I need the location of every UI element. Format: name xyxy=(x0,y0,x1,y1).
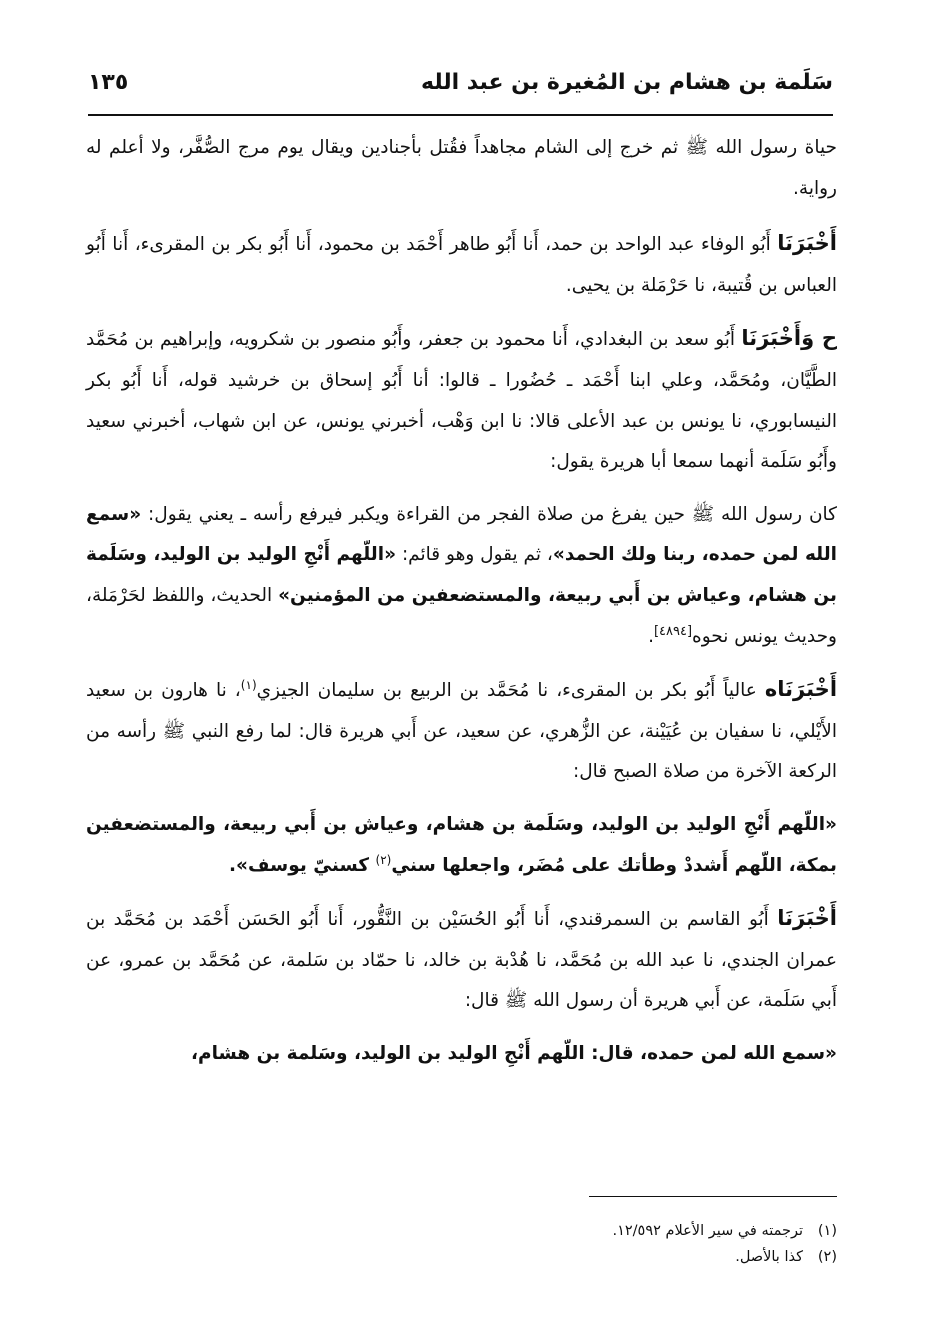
text-segment: «سمع الله لمن حمده، قال: اللّهم أَنْجِ الوليد بن الوليد، وسَلمة بن هشام، xyxy=(190,1042,837,1064)
text-segment: . xyxy=(648,625,654,647)
text-segment: أَخْبَرَنَاه xyxy=(764,677,838,702)
text-segment: كان رسول الله ﷺ حين يفرغ من صلاة الفجر من القراءة ويكبر فيرفع رأسه ـ يعني يقول: xyxy=(141,503,837,525)
text-segment: كسنيّ يوسف». xyxy=(229,854,376,876)
page-number: ١٣٥ xyxy=(88,70,129,95)
main-text xyxy=(86,128,837,1086)
text-segment: أَبُو الوفاء عبد الواحد بن حمد، أَنا أَبُو طاهر أَحْمَد بن محمود، أَنا أَبُو بكر بن المقرىء، أَنا أَبُو العباس بن قُتيبة، نا حَرْمَلة بن يحيى. xyxy=(86,234,837,296)
text-segment: «اللّهم أَنْجِ الوليد بن الوليد، وسَلَمة بن هشام، وعياش بن أَبي ربيعة، والمستضعفين من المؤمنين» xyxy=(86,544,837,606)
footnote xyxy=(300,1244,837,1270)
paragraph xyxy=(86,318,837,482)
paragraph xyxy=(86,805,837,886)
running-title: سَلَمة بن هشام بن المُغيرة بن عبد الله xyxy=(421,70,833,95)
paragraph xyxy=(86,495,837,657)
footnote-marker: (٢) xyxy=(375,852,392,867)
page-header xyxy=(88,70,833,110)
text-segment: ح وَأَخْبَرَنَا xyxy=(741,326,837,351)
text-segment: الحديث، واللفظ لحَرْمَلة، وحديث يونس نحوه xyxy=(86,584,837,647)
footnote-text: ترجمته في سير الأعلام ١٢/٥٩٢. xyxy=(612,1223,803,1239)
text-segment: حياة رسول الله ﷺ ثم خرج إلى الشام مجاهداً فقُتل بأجنادين ويقال يوم مرج الصُّفَّر، ولا أعلم له رواية. xyxy=(86,137,837,199)
paragraph xyxy=(86,128,837,209)
paragraph xyxy=(86,669,837,793)
footnotes xyxy=(300,1218,837,1270)
footnote-number: (٢) xyxy=(817,1249,837,1265)
paragraph xyxy=(86,898,837,1022)
text-segment: أَبُو القاسم بن السمرقندي، أَنا أَبُو الحُسَيْن بن النَّقُّور، أَنا أَبُو الحَسَن أَحْمَد بن مُحَمَّد بن عمران الجندي، نا عبد الله بن مُحَمَّد، نا هُدْبة بن خالد، نا حمّاد بن سَلمة، عن مُحَمَّد بن عمرو، عن أَبي سَلَمة، عن أَبي هريرة أن رسول الله ﷺ قال: xyxy=(86,909,837,1012)
text-segment: عالياً أَبُو بكر بن المقرىء، نا مُحَمَّد بن الربيع بن سليمان الجيزي xyxy=(256,680,765,702)
footnote-marker: (١) xyxy=(240,677,257,692)
hadith-number: [٤٨٩٤] xyxy=(653,623,693,639)
text-segment: أَخْبَرَنَا xyxy=(777,906,837,931)
footnote-rule xyxy=(589,1196,837,1197)
text-segment: أَخْبَرَنَا xyxy=(777,231,837,256)
text-segment: «اللّهم أَنْجِ الوليد بن الوليد، وسَلَمة بن هشام، وعياش بن أَبي ربيعة، والمستضعفين بمكة، اللّهم أَشددْ وطأتك على مُضَر، واجعلها سني xyxy=(86,813,837,876)
header-rule xyxy=(88,114,833,116)
paragraph xyxy=(86,223,837,306)
paragraph xyxy=(86,1034,837,1075)
footnote-text: كذا بالأصل. xyxy=(735,1249,803,1265)
text-segment: ، ثم يقول وهو قائم: xyxy=(396,544,553,566)
text-segment: «سمع الله لمن حمده، ربنا ولك الحمد» xyxy=(86,503,838,566)
footnote-number: (١) xyxy=(817,1223,837,1239)
footnote xyxy=(300,1218,837,1244)
text-segment: أَبُو سعد بن البغدادي، أَنا محمود بن جعفر، وأَبُو منصور بن شكرويه، وإبراهيم بن مُحَمَّد الطَّيَّان، ومُحَمَّد، وعلي ابنا أَحْمَد ـ حُضُورا ـ قالوا: أنا أَبُو إسحاق بن خرشيد قوله، أَنا أَبُو بكر النيسابوري، نا يونس بن عبد الأعلى قالا: نا ابن وَهْب، أخبرني يونس، عن ابن شهاب، أخبرني سعيد وأَبُو سَلَمة أنهما سمعا أبا هريرة يقول: xyxy=(86,329,837,473)
text-segment: ، نا هارون بن سعيد الأَيْلي، نا سفيان بن عُيَيْنة، عن الزُّهري، عن سعيد، عن أَبي هريرة قال: لما رفع النبي ﷺ رأسه من الركعة الآخرة من صلاة الصبح قال: xyxy=(86,680,837,783)
